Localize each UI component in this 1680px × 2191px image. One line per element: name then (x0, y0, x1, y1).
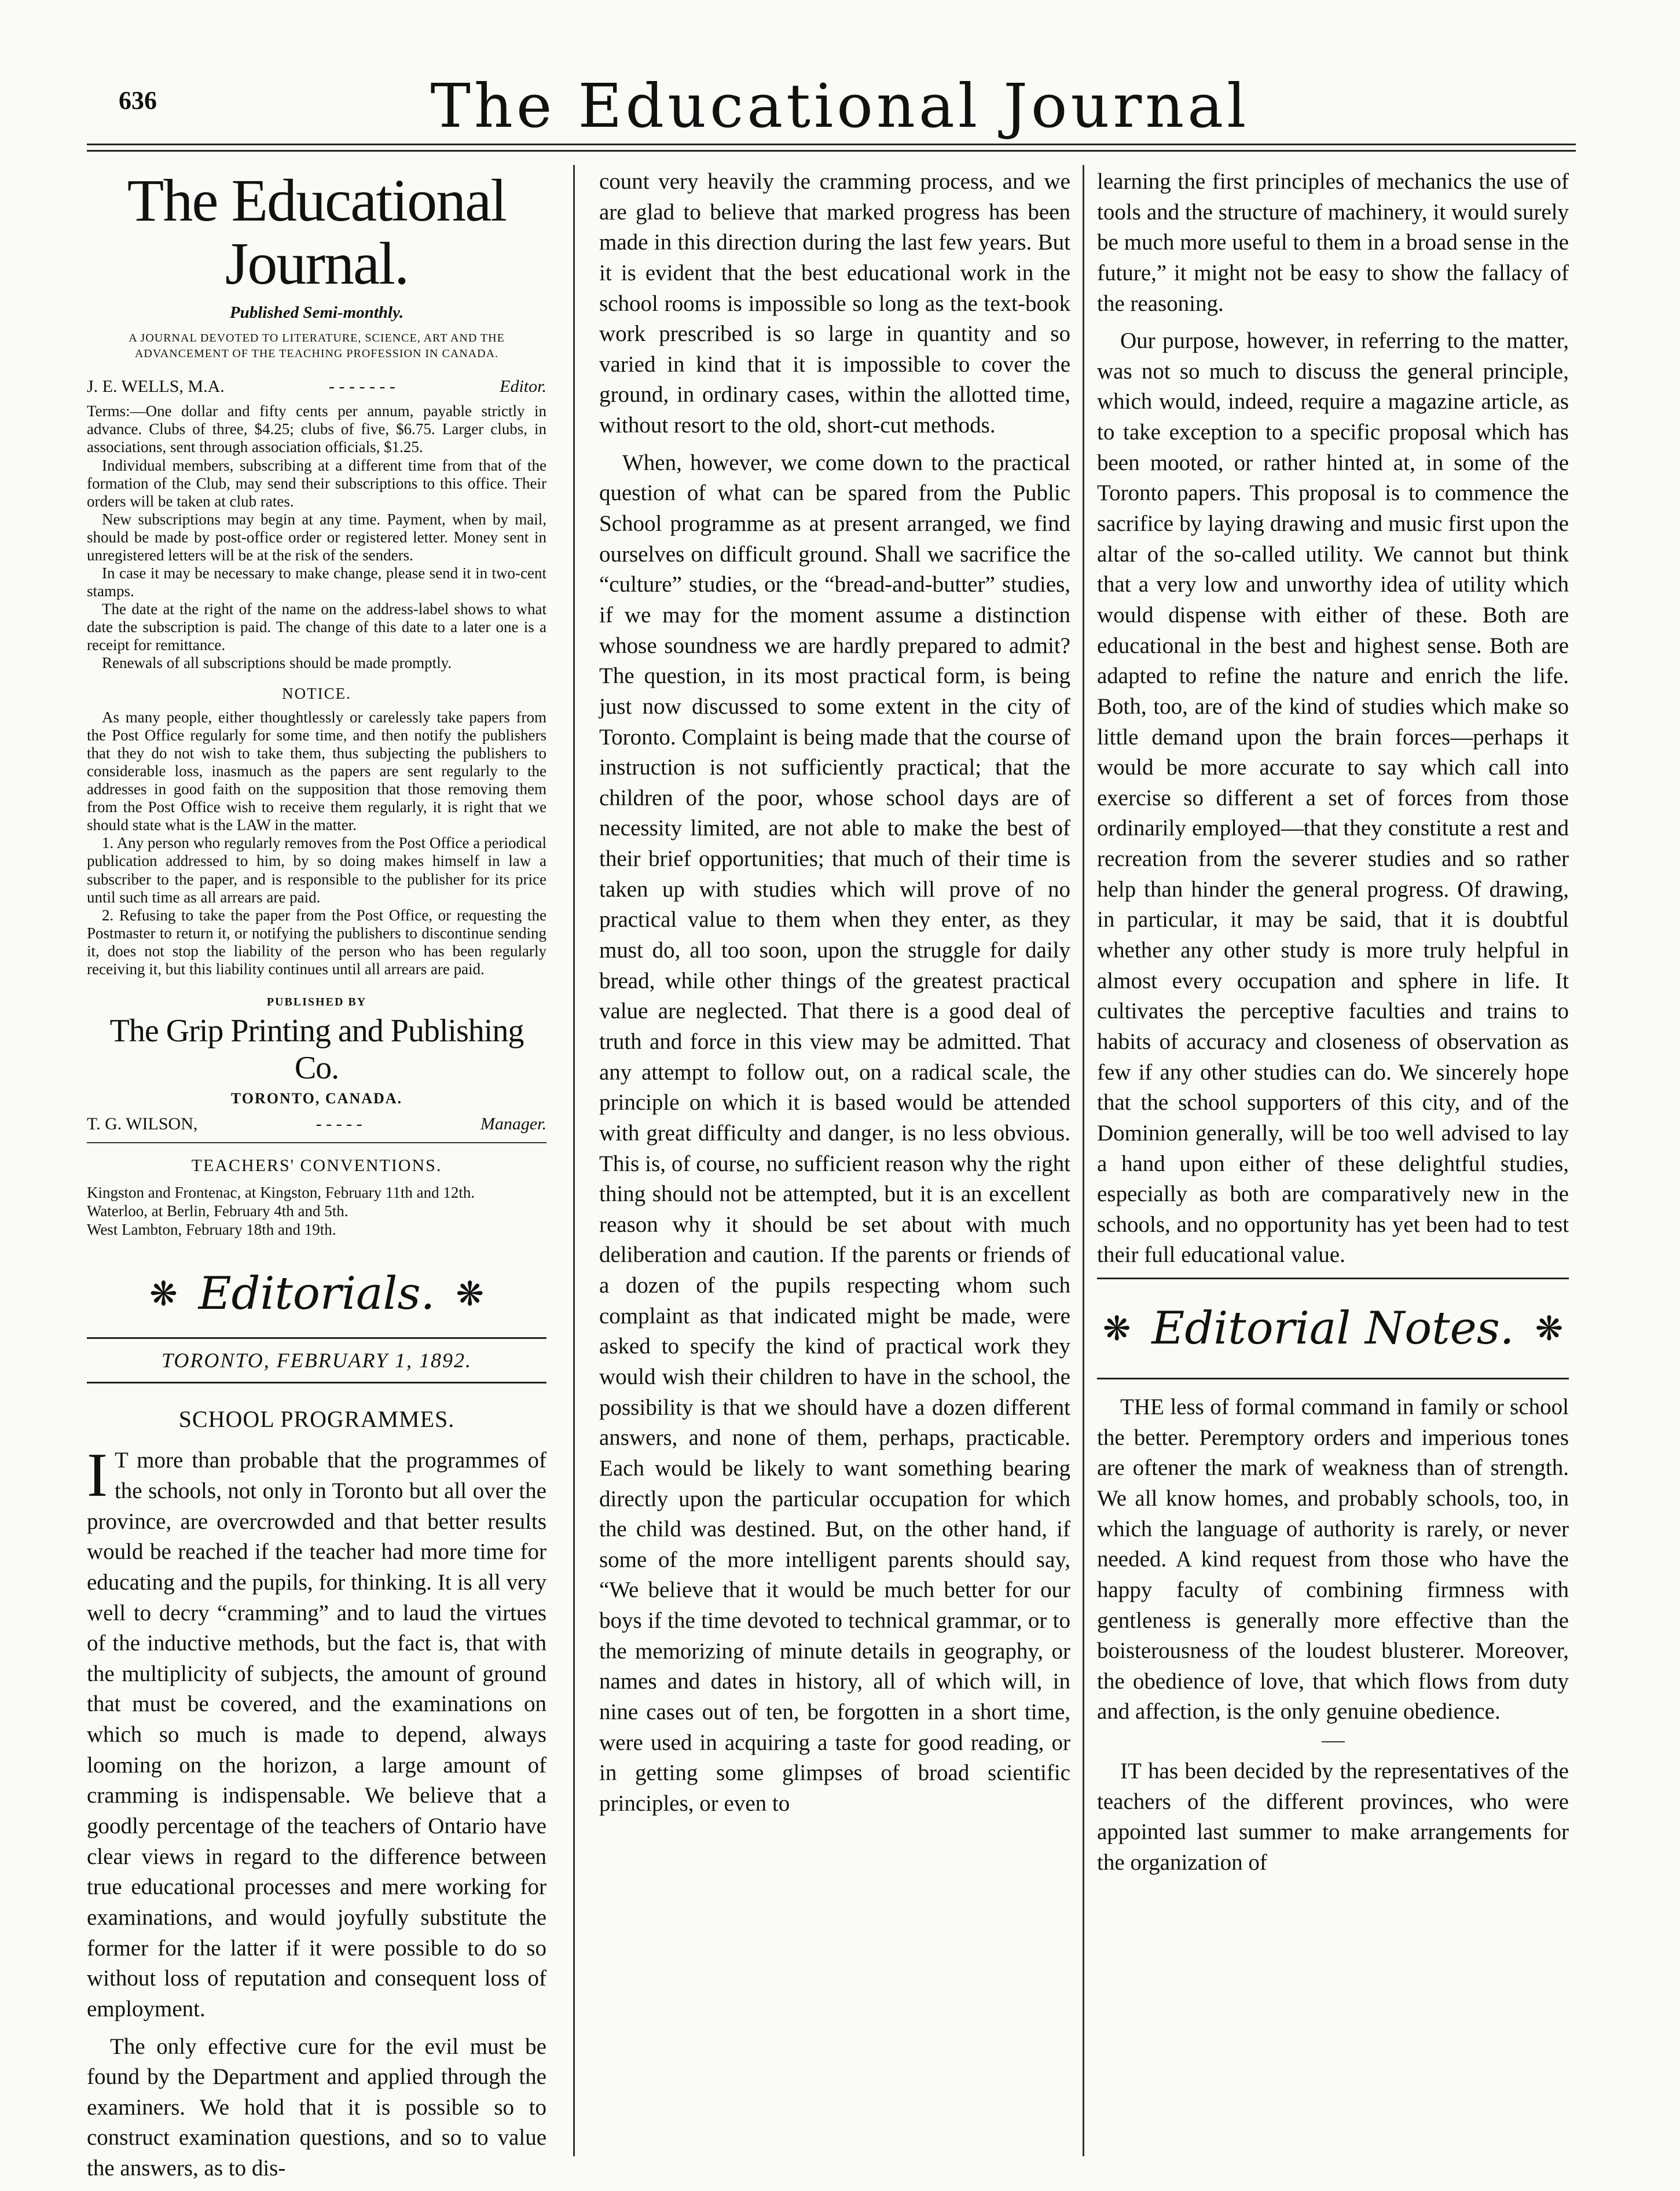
note-separator (1322, 1741, 1345, 1742)
notice-paragraph: 1. Any person who regularly removes from the Post Office a periodical publication addressed to him, by so doing makes himself in law a subscriber to the paper, and is responsible to the publisher for its price until such time as all arrears are paid. (87, 834, 546, 906)
masthead-frequency: Published Semi-monthly. (229, 303, 404, 322)
article-paragraph: The only effective cure for the evil must be found by the Department and applied through the examiners. We hold that it is possible so to construct examination questions, and so to value the answers, as to dis- (87, 2034, 546, 2181)
editorials-banner (87, 1268, 546, 1320)
notice-block (87, 709, 546, 978)
notes-body (1097, 1392, 1569, 1878)
conventions-heading: TEACHERS' CONVENTIONS. (191, 1155, 442, 1175)
publisher-city: TORONTO, CANADA. (230, 1089, 403, 1107)
article-paragraph: learning the first principles of mechanics the use of tools and the structure of machinery, it would surely be much more useful to them in a broad sense in the future,” it might not be easy to show the fallacy of the reasoning. (1097, 169, 1569, 316)
notes-banner (1097, 1302, 1569, 1355)
dateline: TORONTO, FEBRUARY 1, 1892. (87, 1337, 546, 1383)
conventions-list (87, 1184, 546, 1239)
terms-paragraph: Renewals of all subscriptions should be made promptly. (102, 654, 452, 672)
note-lead: IT (1120, 1759, 1142, 1784)
article-paragraph: Our purpose, however, in referring to the matter, was not so much to discuss the general principle, which would, indeed, require a magazine article, as to take exception to a specific proposal which has been mooted, or rather hinted at, in some of the Toronto papers. This proposal is to commence the sacrifice by laying drawing and music first upon the altar of the so-called utility. We cannot but think that a very low and unworthy idea of utility which would dispense with either of these. Both are educational in the best and highest sense. Both are adapted to refine the nature and enrich the life. Both, too, are of the kind of studies which make so little demand upon the brain forces—perhaps it would be more accurate to say which call into exercise so different a set of forces from those ordinarily employed—that they constitute a rest and recreation from the severer studies and so rather help than hinder the general progress. Of drawing, in particular, it may be said, that it is doubtful whether any other study is more truly helpful in almost every occupation and sphere in life. It cultivates the perceptive faculties and trains to habits of accuracy and closeness of observation as few if any other studies can do. We sincerely hope that the school supporters of this city, and of the Dominion generally, will be too well advised to lay a hand upon either of these delightful studies, especially as both are comparatively new in the schools, and no opportunity has yet been had to test their full educational value. (1097, 328, 1569, 1268)
terms-paragraph: Individual members, subscribing at a different time from that of the formation of the Club, may send their subscriptions to this office. Their orders will be taken at club rates. (87, 456, 546, 510)
column-3 (1097, 167, 1569, 1885)
column-divider-2 (1083, 165, 1084, 2156)
divider (1097, 1278, 1569, 1279)
editorials-banner-text: Editorials. (198, 1268, 435, 1320)
header-rule (87, 144, 1576, 152)
article-paragraph: count very heavily the cramming process, and we are glad to believe that marked progress has been made in this direction during the last few years. But it is evident that the best educational work in the school rooms is impossible so long as the text-book work prescribed is so large in quantity and so varied in kind that it is impossible to cover the ground, in ordinary cases, within the allotted time, without resort to the old, short-cut methods. (599, 169, 1070, 438)
notice-heading: NOTICE. (282, 685, 351, 703)
ornament-star-icon: ❋ (1535, 1309, 1564, 1349)
convention-item: Waterloo, at Berlin, February 4th and 5th. (87, 1202, 349, 1220)
column-divider-1 (573, 165, 575, 2156)
notice-paragraph: As many people, either thoughtlessly or carelessly take papers from the Post Office regularly for some time, and then notify the publishers that they do not wish to take them, thus subjecting the publishers to considerable loss, inasmuch as the papers are sent regularly to the addresses in good faith on the supposition that those removing them from the Post Office wish to receive them regularly, it is right that we should state what is the LAW in the matter. (87, 709, 546, 834)
drop-cap: I (87, 1441, 108, 1510)
published-by: PUBLISHED BY (266, 995, 367, 1008)
editor-role: Editor. (500, 377, 546, 397)
editor-line (87, 377, 546, 397)
column-2 (599, 167, 1070, 1826)
ornament-star-icon: ❋ (456, 1274, 484, 1314)
page-number: 636 (119, 86, 157, 115)
convention-item: Kingston and Frontenac, at Kingston, February 11th and 12th. (87, 1183, 475, 1201)
ornament-star-icon: ❋ (1102, 1309, 1131, 1349)
editor-dots: - - - - - - - (328, 377, 395, 397)
convention-item: West Lambton, February 18th and 19th. (87, 1220, 336, 1238)
divider (1097, 1378, 1569, 1379)
article-body-col1 (87, 1441, 546, 2183)
running-title: The Educational Journal (430, 71, 1250, 141)
column-1 (87, 167, 546, 2191)
terms-paragraph: In case it may be necessary to make change, please send it in two-cent stamps. (87, 564, 546, 600)
terms-paragraph: Terms:—One dollar and fifty cents per annum, payable strictly in advance. Clubs of three, $4.25; clubs of five, $6.75. Larger clubs, in associations, sent through association officials, $1.25. (87, 402, 546, 456)
article-paragraph (87, 1441, 546, 2024)
notes-banner-text: Editorial Notes. (1151, 1302, 1514, 1355)
editor-name: J. E. WELLS, M.A. (87, 377, 225, 397)
note-paragraph (1097, 1756, 1569, 1878)
manager-line (87, 1114, 546, 1134)
manager-role: Manager. (480, 1114, 546, 1133)
note-paragraph (1097, 1392, 1569, 1727)
article-title: SCHOOL PROGRAMMES. (178, 1406, 455, 1433)
ornament-star-icon: ❋ (149, 1274, 178, 1314)
note-text: has been decided by the representatives of the teachers of the different provinces, who were appointed last summer to make arrangements for the organization of (1097, 1759, 1569, 1876)
manager-name: T. G. WILSON, (87, 1114, 198, 1133)
note-text: less of formal command in family or school the better. Peremptory orders and imperious tones are oftener the mark of weakness than of strength. We all know homes, and probably schools, too, in which the language of authority is rarely, or never needed. A kind request from those who have the happy faculty of combining firmness with gentleness is generally more effective than the boisterousness of the loudest blusterer. Moreover, the obedience of love, that which flows from duty and affection, is the only genuine obedience. (1097, 1394, 1569, 1724)
terms-paragraph: The date at the right of the name on the address-label shows to what date the subscription is paid. The change of this date to a later one is a receipt for remittance. (87, 600, 546, 654)
publisher-name: The Grip Printing and Publishing Co. (109, 1012, 524, 1086)
article-paragraph-text: T more than probable that the programmes of the schools, not only in Toronto but all over the province, are overcrowded and that better results would be reached if the teacher had more time for educating and the pupils, for thinking. It is all very well to decry “cramming” and to laud the virtues of the inductive methods, but the fact is, that with the multiplicity of subjects, the amount of ground that must be covered, and the examinations on which so much is made to depend, always looming on the horizon, a large amount of cramming is indispensable. We believe that a goodly percentage of the teachers of Ontario have clear views in regard to the difference between true educational processes and mere working for examinations, and would joyfully substitute the former for the latter if it were possible to do so without loss of reputation and consequent loss of employment. (87, 1448, 546, 2021)
notice-paragraph: 2. Refusing to take the paper from the Post Office, or requesting the Postmaster to return it, or notifying the publishers to discontinue sending it, does not stop the liability of the person who has been regularly receiving it, but this liability continues until all arrears are paid. (87, 906, 546, 978)
manager-dots: - - - - - (316, 1114, 362, 1133)
article-body-col2 (599, 167, 1070, 1819)
article-paragraph: When, however, we come down to the practical question of what can be spared from the Public School programme as at present arranged, we find ourselves on difficult ground. Shall we sacrifice the “culture” studies, or the “bread-and-butter” studies, if we may for the moment assume a distinction whose soundness we are hardly prepared to admit? The question, in its most practical form, is being just now discussed to some extent in the city of Toronto. Complaint is being made that the course of instruction is not sufficiently practical; that the children of the poor, whose school days are of necessity limited, are not able to make the best of their brief opportunities; that much of their time is taken up with studies which will prove of no practical value to them when they enter, as they must do, all too soon, upon the struggle for daily bread, while other things of the greatest practical value are neglected. That there is a good deal of truth and force in this view may be admitted. That any attempt to follow out, on a radical scale, the principle on which it is based would be attended with great difficulty and danger, is no less obvious. This is, of course, no sufficient reason why the right thing should not be attempted, but it is an excellent reason why it should be set about with much deliberation and caution. If the parents or friends of a dozen of the pupils respecting whom such complaint as that indicated might be made, were asked to specify the kind of practical work they would wish their children to have in the school, the possibility is that we should have a dozen different answers, and none of them, perhaps, practicable. Each would be likely to want something bearing directly upon the particular occupation for which the child was destined. But, on the other hand, if some of the more intelligent parents should say, “We believe that it would be much better for our boys if the time devoted to technical grammar, or to the memorizing of minute details in geography, or names and dates in history, all of which will, in nine cases out of ten, be forgotten in a short time, were used in acquiring a taste for good reading, or in getting some glimpses of broad scientific principles, or even to (599, 450, 1070, 1816)
terms-block (87, 402, 546, 672)
masthead-devoted: A JOURNAL DEVOTED TO LITERATURE, SCIENCE, ART AND THE ADVANCEMENT OF THE TEACHING PROFESSION IN CANADA. (129, 332, 505, 361)
masthead-title: The Educational Journal. (127, 167, 507, 298)
divider (87, 1142, 546, 1143)
note-lead: THE (1120, 1394, 1164, 1420)
terms-paragraph: New subscriptions may begin at any time. Payment, when by mail, should be made by post-office order or registered letter. Money sent in unregistered letters will be at the risk of the senders. (87, 510, 546, 564)
article-body-col3 (1097, 167, 1569, 1271)
